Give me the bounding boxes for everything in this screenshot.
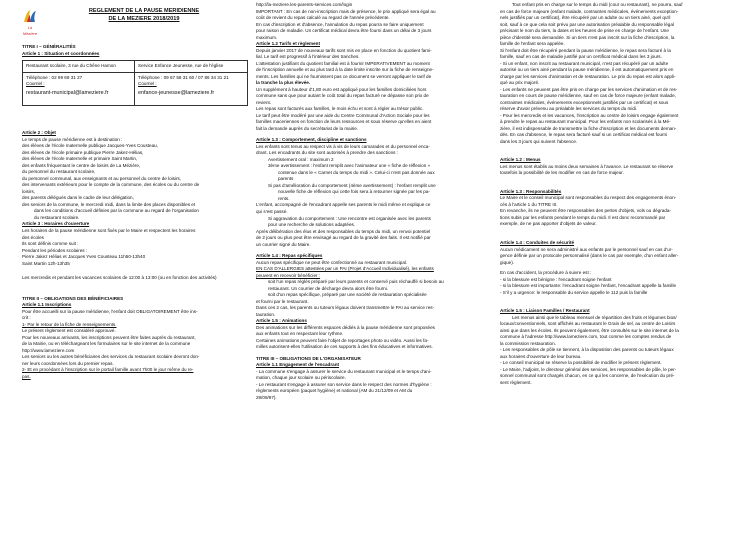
restaurant-courriel-label: Courriel : — [26, 81, 45, 87]
logo-text: La Mézière — [22, 25, 38, 36]
article-3-mercredis: Les mercredis et pendant les vacances scolaires de 12:00 à 13:00 (ou en fonction des activités) — [22, 275, 217, 281]
article-3-1-body: - La commune s'engage à assurer le service du restaurant municipal et le temps d'ani- mation, chaque jour scolaire ou périscolaire. - Le restaurant s'engage à assurer son service dans le respect des normes d'hygiène : règlements européen (paquet hygiène) et national (AM du 21/12/09 et AM du 29/09/97). — [256, 368, 432, 400]
article-2-body: Le temps de pause méridienne est à destination : des élèves de l'école maternelle publique Jacques-Yves Cousteau, des élèves de l'école primaire publique Pierre Jakez-Hélias, des élèves de l'école maternelle et primaire Saint Martin, des enfants fréquentant le centre de loisirs de La Mézière, du personnel du restaurant scolaire, du personnel communal, aux enseignants et au personnel du centre de loisirs, des intervenants extérieurs pour le compte de la commune, des écoles ou du centre de loisirs, des parents délégués dans le cadre de leur délégation, des seniors de la commune, le mercredi midi, dans la limite des places disponibles et dans les conditions d'accueil définies par la commune au regard de l'organisation du restaurant scolaire. — [22, 136, 200, 220]
article-3-1-heading: Article 1.1 Engagement de l'encadrant — [256, 362, 340, 368]
column-1 — [22, 8, 250, 538]
article-3-4-body: Aucun médicament ne sera administré aux enfants par le personnel sauf en cas d'ur- gence définie par un protocole personnalisé (dans le cas par exemple, d'un enfant aller- gique). En cas d'accident, la procédure à suivre est : - si la blessure est bénigne : l'encadrant soigne l'enfant - si la blessure est importante: l'encadrant soigne l'enfant, l'encadrant appelle la famille - S'il y a urgence: le responsable du service appelle le 112 puis la famille — [500, 246, 679, 295]
article-1-1-body: Pour être accueilli sur la pause méridienne, l'enfant doit OBLIGATOIREMENT être ins- crit : 1- Par le retour de la fiche de renseignements. Le présent règlement est considéré approuvé. Pour les nouveaux arrivants, les inscriptions peuvent être faites auprès du restaurant, de la Mairie, ou en téléchargeant les formulaires sur le site internet de la commune http://www.lameziere.com Les seniors ou les autres bénéficiaires des services du restaurant scolaire devront don- ner leurs coordonnées lors du premier repas. 2- Et en procédant à l'inscription sur le portail famille avant 7h00 le jour même du re- pas. — [22, 309, 250, 381]
article-1-2-heading: Article 1.2 Tarifs et règlement — [256, 41, 320, 47]
service-contact — [135, 72, 248, 106]
article-1-1-heading: Article 1.1 Inscriptions — [22, 302, 72, 308]
article-1-4-body: Aucun repas spécifique ne peut être confectionné au restaurant municipal. EN CAS D'ALLERGIES attestées par un PAI (Projet d'Accueil Individualisé), les enfants peuvent en recevoir bénéficier : soit l'un repas réglés préparé par leurs parents et conservé puis réchauffé si besoin au restaurant. Un courrier de décharge devra alors être fourni. soit d'un repas spécifique, préparé par une société de restauration spécialisée et fourni par le restaurant. Dans ces 2 cas, les parents ou tuteurs légaux doivent transmettre le PAI au service res- tauration. — [256, 259, 444, 317]
service-address: Service Enfance Jeunesse, rue de l'église — [135, 61, 248, 73]
article-1-3-body: Les enfants sont tenus au respect vis à vis de leurs camarades et du personnel enca- drant. Les encadrants du site sont autorisés à prendre des sanctions : Avertissement oral : maximum 2 3ème avertissement : l'enfant remplit avec l'animateur une « fiche de réflexion » contenue dans le « Carnet du temps du midi ». Celui-ci n'est pas donnée aux parents Si pas d'amélioration du comportement (4ème avertissement) : l'enfant remplit une nouvelle fiche de réflexion qui cette fois sera à retourner signée par les pa- rents. L'enfant, accompagné de l'encadrant appelle ses parents le midi même et explique ce qui s'est passé. Si aggravation du comportement : Une rencontre est organisée avec les parents pour une recherche de solutions adaptées. Après délibération des élus et des responsables du temps du midi, un renvoi potentiel de 2 jours ou plus peut être envisagé au regard de la gravité des faits. Il est notifié par un courrier signé du Maire. — [256, 143, 436, 247]
portal-info: http://la-meziere.les-parents-services.com/login IMPORTANT : En cas de non-inscription mais de présence, le prix appliqué sera égal au coût de revient du repas calculé au regard de l'année précédente. En cas d'inscription et d'absence, l'annulation du repas pourra se faire uniquement pour raison de maladie. Un certificat médical devra être fourni dans un délai de 3 jours maximum. — [256, 2, 494, 41]
restaurant-address: Restaurant scolaire, 3 rue du Chêne Hamon — [23, 61, 135, 73]
document-title: RÈGLEMENT DE LA PAUSE MERIDIENNE DE LA MEZIERE 2018/2019 — [88, 8, 200, 22]
portal-link[interactable]: http://la-meziere.les-parents-services.com/login — [256, 2, 353, 7]
article-1-heading: Article 1 : Situation et coordonnées — [22, 50, 100, 56]
titre-1-heading: TITRE I – GÉNÉRALITÉS — [22, 44, 76, 49]
article-1-2-body: Depuis janvier 2017 de nouveaux tarifs sont mis en place en fonction du quotient fami- lial. Le tarif est progressif à l'intérieur des tranches. L'attestation justifiant du quotient familial est à fournir IMPERATIVEMENT au moment de l'inscription annuelle et au plus tard à la date limite inscrite sur la fiche de renseigne- ments. Les familles qui ne fournissent pas ce document se verront appliquer le tarif de la tranche la plus élevée. Un supplément à hauteur d'1,80 euro est appliqué pour les familles domiciliées hors commune sans que pour autant le coût total du repas facturé ne dépasse son prix de revient. Les repas sont facturés aux familles, le mois échu et sont à régler au trésor public. Le tarif peut être modéré par une aide du Centre Communal d'Action Sociale pour les familles maceriennes en fonction de leurs ressources et sous réserve qu'elles en aient fait la demande auprès du secrétariat de la mairie. — [256, 47, 434, 131]
town-logo — [22, 8, 38, 36]
article-3-5-heading: Article 1.5 : Liaison Familles / Restaurant — [500, 308, 590, 314]
article-3-3-body: Le Maire et le conseil municipal sont responsables du respect des engagements énon- cés à l'article 1 du TITRE III. En revanche, ils ne peuvent être responsables des pertes d'objets, vols ou dégrada- tions subis par les enfants pendant le temps du midi. Il est donc recommandé par exemple, de ne pas apporter d'objets de valeur. — [500, 195, 677, 227]
article-3-heading: Article 3 : Horaires d'ouverture — [22, 221, 90, 227]
service-email[interactable]: enfance-jeunesse@lameziere.fr — [138, 89, 215, 96]
article-1-5-body: Des animations sur les différents espaces dédiés à la pause méridienne sont proposées aux enfants tout en respectant leur rythme. Certaines animations peuvent faire l'objet de reportages photo ou vidéo. Aussi les fa- milles autorisent-elles l'utilisation de ces supports à des fins éducatives et informatives. — [256, 324, 435, 350]
document-header — [22, 8, 250, 36]
article-3-4-heading: Article 1.4 : Conduites de sécurité — [500, 239, 575, 245]
contact-table — [22, 60, 248, 106]
restaurant-phone: Téléphone : 02 99 69 31 27 — [26, 74, 83, 80]
article-3-5-body: Les menus ainsi que le tableau mensuel de répartition des fruits et légumes bios/ locaux/conventionnels, sont affichés au restaurant le Grain de sel, au centre de Loisirs ainsi que dans les écoles. Ils peuvent également, être consultés sur le site internet de la commune à l'adresse http://www.lameziere.com, tout comme les comptes rendus de la commission restauration. - Les responsables de pôle se tiennent, à la disposition des parents ou tuteurs légaux aux horaires d'ouverture de leur bureau. - Le conseil municipal se réserve la possibilité de modifier le présent règlement. - Le Maire, l'adjoint, le directeur général des services, les responsables de pôle, le per- sonnel communal sont chargés chacun, en ce qui les concerne, de l'exécution du pré- sent règlement. — [500, 314, 679, 385]
column-3 — [500, 2, 740, 532]
commune-website-link[interactable]: http://www.lameziere.com — [22, 347, 75, 353]
article-1-3-heading: Article 1.3 : Comportement, discipline et sanctions — [256, 137, 367, 143]
pickup-rules: Tout enfant pris en charge sur le temps du midi (cour ou restaurant), ne pourra, sauf en cas de force majeure (enfant malade, contraintes médicales, événements exception- nels justifiés par un certificat), être récupéré par un adulte ou un tiers ainé, quel qu'il soit, sauf à ce que cela soit prévu par une autorisation préalable du responsable légal précisant le nom du tiers, la dates et les heures de prise en charge de l'enfant. Une pièce d'identité sera demandée. Si un tiers n'est pas inscrit sur la fiche d'inscription, la famille de l'enfant sera appelée. Si l'enfant doit être récupéré pendant la pause méridienne, le repas sera facturé à la famille, sauf en cas de maladie justifié par un certificat médical dans les 3 jours. - Si un enfant, non inscrit au restaurant municipal, n'est pas récupéré par un adulte autorisé ou un tiers ainé pendant la pause méridienne, il est automatiquement pris en charge par les services d'animation et de restauration. Le prix du repas est alors appli- qué au prix majoré. - Les enfants ne peuvent pas être pris en charge par les services d'animation et de res- tauration en cours de pause méridienne, sauf en cas de force majeure (enfant malade, contraintes médicales, événements exceptionnels justifiés par un certificat) et sous réserve d'avoir prévenu au préalable les services du temps du midi. - Pour les mercredis et les vacances, l'inscription au centre de loisirs engage également à prendre le repas au restaurant municipal. Pour les enfants non scolarisés à la Mé- zière, il est indispensable de transmettre la fiche d'inscription et les documents deman- dés. En cas d'absence, le repas sera facturé sauf si un certificat médical est fourni dans les 3 jours qui suivent l'absence. — [500, 2, 683, 144]
article-3-body: Les horaires de la pause méridienne sont fixés par le Maire et respectent les horaires des écoles Ils sont définis comme suit : Pendant les périodes scolaires : Pierre Jakez Hélias et Jacques Yves Cousteau 11h50-13h40 Saint Martin 12h-13h35 — [22, 227, 196, 266]
service-courriel-label: Courriel : — [138, 81, 157, 87]
restaurant-contact — [23, 72, 135, 106]
titre-3-heading: TITRE III – OBLIGATIONS DE L'ORGANISATEUR — [256, 355, 361, 361]
column-2 — [256, 2, 494, 532]
article-3-2-heading: Article 1.2 : Menus — [500, 157, 541, 163]
service-phone: Téléphone : 09 67 58 31 60 / 07 86 34 31 21 — [138, 74, 229, 80]
article-1-5-heading: Article 1.5 : Animations — [256, 318, 307, 324]
logo-icon — [22, 8, 38, 24]
article-3-3-heading: Article 1.3 : Responsabilités — [500, 188, 562, 194]
article-2-heading: Article 2 : Objet — [22, 130, 56, 136]
article-1-4-heading: Article 1.4 : Repas spécifiques — [256, 253, 323, 259]
restaurant-email[interactable]: restaurant-municipal@lameziere.fr — [26, 89, 109, 96]
titre-2-heading: TITRE II – OBLIGATIONS DES BÉNÉFICIAIRES — [22, 295, 124, 301]
article-3-2-body: Les menus sont établis au moins deux semaines à l'avance. Le restaurant se réserve toutefois la possibilité de les modifier en cas de force majeur. — [500, 163, 674, 176]
